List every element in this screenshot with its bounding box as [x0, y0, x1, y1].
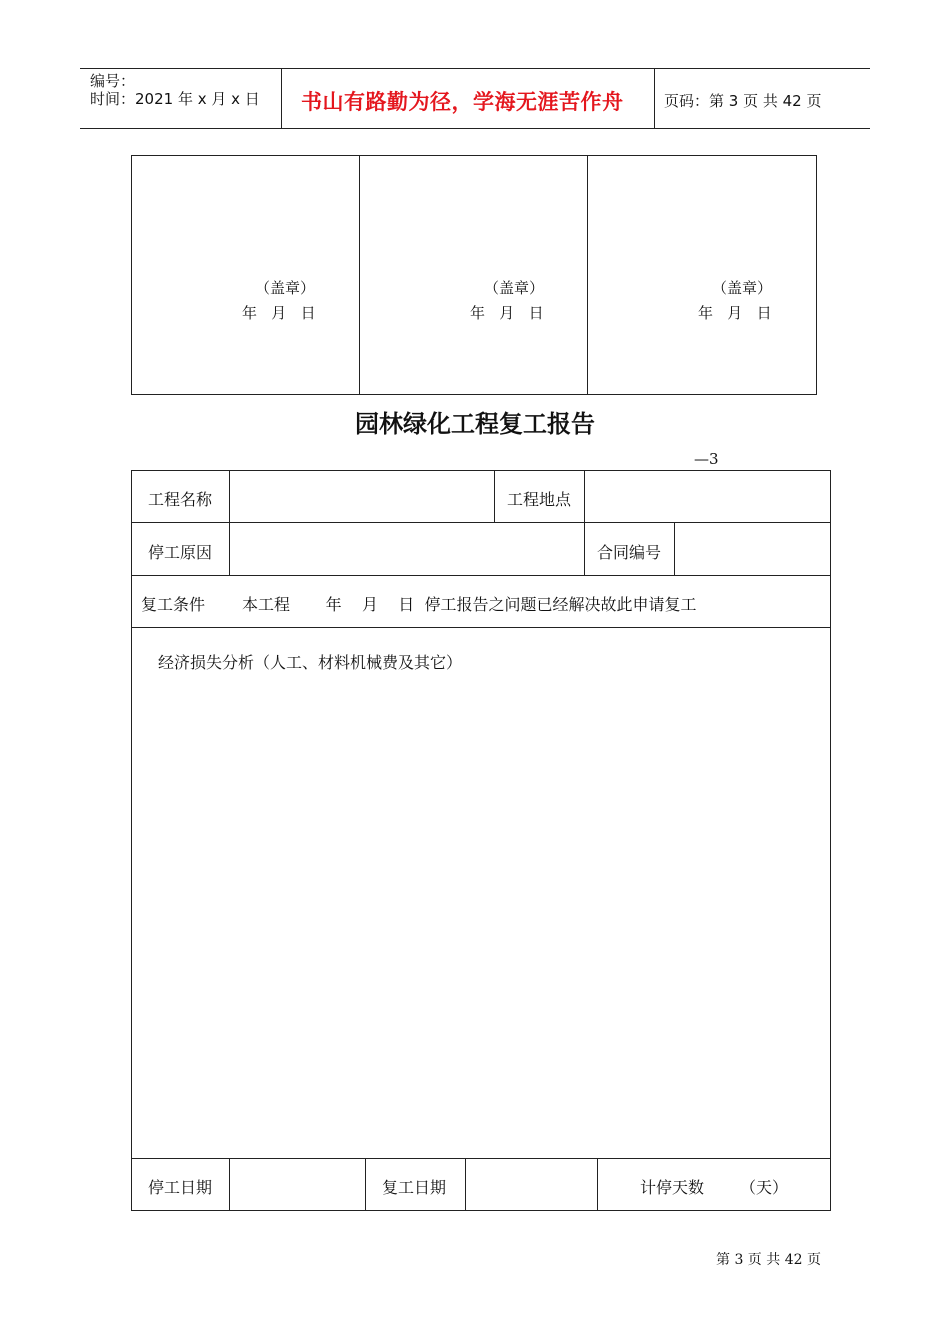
seal-label-2: （盖章）	[484, 279, 545, 297]
row-line-1	[131, 522, 831, 523]
header-divider-2	[654, 68, 655, 129]
contract-number-label: 合同编号	[597, 543, 662, 562]
form-title: 园林绿化工程复工报告	[355, 410, 595, 438]
date-label-1: 年 月 日	[242, 304, 316, 322]
sig-right-border	[816, 155, 817, 395]
project-location-label: 工程地点	[507, 490, 572, 509]
row5-divider-b	[365, 1158, 366, 1211]
seal-label-3: （盖章）	[712, 279, 773, 297]
date-label-3: 年 月 日	[698, 304, 772, 322]
resume-condition-text: 本工程 年 月 日 停工报告之问题已经解决故此申请复工	[242, 595, 697, 614]
sig-divider-1	[359, 155, 360, 395]
row-line-3	[131, 627, 831, 628]
header-divider-1	[281, 68, 282, 129]
row-line-bottom	[131, 1210, 831, 1211]
sig-left-border	[131, 155, 132, 395]
header-bottom-border	[80, 128, 870, 129]
stop-days-unit: （天）	[740, 1178, 789, 1197]
time-label: 时间：2021 年 x 月 x 日	[90, 90, 260, 108]
sig-divider-2	[587, 155, 588, 395]
loss-analysis-label: 经济损失分析（人工、材料机械费及其它）	[158, 653, 463, 672]
row1-divider-b	[494, 470, 495, 523]
row1-divider-c	[584, 470, 585, 523]
resume-date-label: 复工日期	[382, 1178, 447, 1197]
header-top-border	[80, 68, 870, 69]
row2-divider-b	[584, 522, 585, 576]
table-right-border	[830, 470, 831, 1211]
row5-divider-a	[229, 1158, 230, 1211]
footer-page-info: 第 3 页 共 42 页	[716, 1252, 821, 1268]
row-line-2	[131, 575, 831, 576]
date-label-2: 年 月 日	[470, 304, 544, 322]
seal-label-1: （盖章）	[255, 279, 316, 297]
row2-divider-c	[674, 522, 675, 576]
stop-reason-label: 停工原因	[148, 543, 213, 562]
header-page-info: 页码：第 3 页 共 42 页	[664, 92, 822, 110]
table-left-border	[131, 470, 132, 1211]
row5-divider-d	[597, 1158, 598, 1211]
stop-days-label: 计停天数	[640, 1178, 705, 1197]
document-number: —3	[694, 450, 719, 468]
sig-bottom-border	[131, 394, 817, 395]
row5-divider-c	[465, 1158, 466, 1211]
sig-top-border	[131, 155, 817, 156]
row-line-4	[131, 1158, 831, 1159]
row-line-top	[131, 470, 831, 471]
serial-label: 编号：	[90, 72, 136, 90]
row1-divider-a	[229, 470, 230, 523]
resume-condition-label: 复工条件	[141, 595, 206, 614]
stop-date-label: 停工日期	[148, 1178, 213, 1197]
row2-divider-a	[229, 522, 230, 576]
motto: 书山有路勤为径，学海无涯苦作舟	[301, 90, 624, 114]
project-name-label: 工程名称	[148, 490, 213, 509]
